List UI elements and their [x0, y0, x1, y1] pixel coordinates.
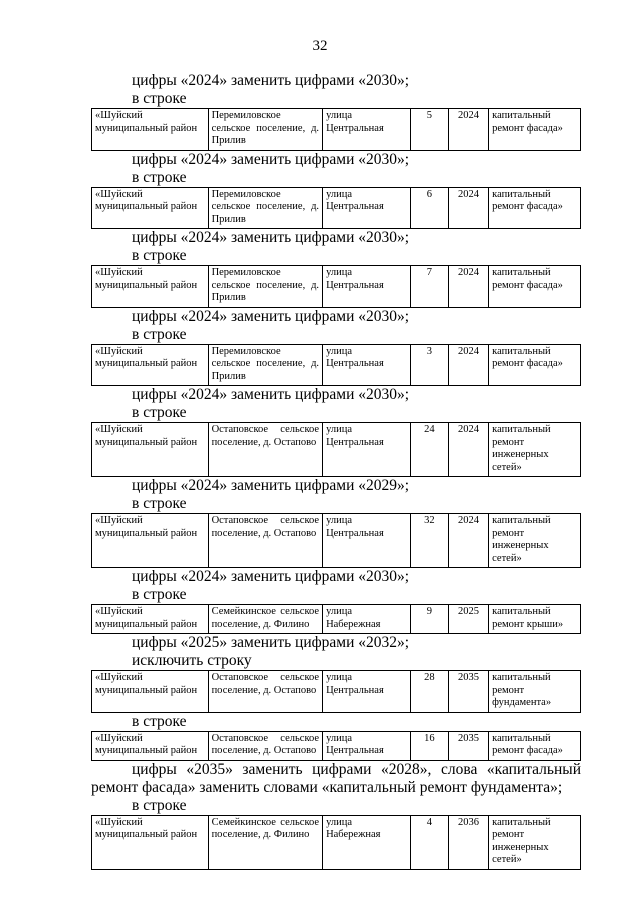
street-cell: улица Центральная [323, 187, 411, 229]
register-row-table [91, 265, 581, 308]
row-label: в строке [132, 404, 187, 421]
amendment-instruction: цифры «2025» заменить цифрами «2032»; [132, 634, 410, 651]
table-row [92, 109, 581, 151]
work-type-cell: капитальный ремонт фасада» [489, 731, 581, 760]
district-cell: «Шуйский муниципальный район [92, 605, 209, 634]
district-cell: «Шуйский муниципальный район [92, 815, 209, 869]
street-cell: улица Центральная [323, 344, 411, 386]
district-cell: «Шуйский муниципальный район [92, 187, 209, 229]
settlement-cell: Остаповское сельское поселение, д. Остапово [208, 731, 323, 760]
settlement-cell: Семейкинское сельское поселение, д. Филино [208, 605, 323, 634]
street-cell: улица Центральная [323, 109, 411, 151]
table-row [92, 344, 581, 386]
work-type-cell: капитальный ремонт фундамента» [489, 671, 581, 713]
amendment-instruction: цифры «2024» заменить цифрами «2030»; [132, 386, 410, 403]
year-cell: 2024 [448, 514, 488, 568]
house-number-cell: 5 [410, 109, 448, 151]
district-cell: «Шуйский муниципальный район [92, 671, 209, 713]
table-row [92, 514, 581, 568]
row-label: в строке [132, 586, 187, 603]
district-cell: «Шуйский муниципальный район [92, 266, 209, 308]
register-row-table [91, 344, 581, 387]
register-row-table [91, 815, 581, 870]
work-type-cell: капитальный ремонт инженерных сетей» [489, 815, 581, 869]
amendment-instruction: цифры «2024» заменить цифрами «2030»; [132, 307, 410, 325]
house-number-cell: 6 [410, 187, 448, 229]
work-type-cell: капитальный ремонт фасада» [489, 344, 581, 386]
year-cell: 2035 [448, 671, 488, 713]
house-number-cell: 28 [410, 671, 448, 713]
house-number-cell: 4 [410, 815, 448, 869]
year-cell: 2024 [448, 266, 488, 308]
register-row-table [91, 187, 581, 230]
table-row [92, 605, 581, 634]
street-cell: улица Центральная [323, 671, 411, 713]
year-cell: 2024 [448, 344, 488, 386]
street-cell: улица Центральная [323, 266, 411, 308]
amendment-instruction: цифры «2024» заменить цифрами «2030»; [132, 229, 410, 246]
register-row-table [91, 604, 581, 634]
work-type-cell: капитальный ремонт инженерных сетей» [489, 514, 581, 568]
row-label: в строке [132, 247, 187, 264]
register-row-table [91, 422, 581, 477]
settlement-cell: Остаповское сельское поселение, д. Остапово [208, 671, 323, 713]
row-label: в строке [132, 325, 187, 343]
row-label: в строке [132, 495, 187, 512]
year-cell: 2036 [448, 815, 488, 869]
street-cell: улица Центральная [323, 514, 411, 568]
table-row [92, 815, 581, 869]
register-row-table [91, 513, 581, 568]
settlement-cell: Остаповское сельское поселение, д. Остапово [208, 423, 323, 477]
street-cell: улица Центральная [323, 731, 411, 760]
year-cell: 2024 [448, 423, 488, 477]
table-row [92, 671, 581, 713]
district-cell: «Шуйский муниципальный район [92, 514, 209, 568]
district-cell: «Шуйский муниципальный район [92, 109, 209, 151]
year-cell: 2035 [448, 731, 488, 760]
year-cell: 2024 [448, 109, 488, 151]
table-row [92, 423, 581, 477]
settlement-cell: Перемиловское сельское поселение, д. Прилив [208, 187, 323, 229]
work-type-cell: капитальный ремонт фасада» [489, 266, 581, 308]
district-cell: «Шуйский муниципальный район [92, 731, 209, 760]
street-cell: улица Центральная [323, 423, 411, 477]
row-label: исключить строку [132, 652, 252, 669]
document-body [91, 72, 581, 870]
work-type-cell: капитальный ремонт крыши» [489, 605, 581, 634]
district-cell: «Шуйский муниципальный район [92, 344, 209, 386]
settlement-cell: Перемиловское сельское поселение, д. Прилив [208, 109, 323, 151]
settlement-cell: Семейкинское сельское поселение, д. Филино [208, 815, 323, 869]
register-row-table [91, 731, 581, 761]
house-number-cell: 3 [410, 344, 448, 386]
district-cell: «Шуйский муниципальный район [92, 423, 209, 477]
work-type-cell: капитальный ремонт фасада» [489, 187, 581, 229]
house-number-cell: 7 [410, 266, 448, 308]
work-type-cell: капитальный ремонт фасада» [489, 109, 581, 151]
street-cell: улица Набережная [323, 815, 411, 869]
settlement-cell: Остаповское сельское поселение, д. Остапово [208, 514, 323, 568]
settlement-cell: Перемиловское сельское поселение, д. Прилив [208, 344, 323, 386]
table-row [92, 731, 581, 760]
page-number: 32 [312, 38, 328, 54]
table-row [92, 187, 581, 229]
street-cell: улица Набережная [323, 605, 411, 634]
amendment-instruction: цифры «2024» заменить цифрами «2030»; [132, 150, 410, 168]
row-label: в строке [132, 796, 187, 814]
work-type-cell: капитальный ремонт инженерных сетей» [489, 423, 581, 477]
house-number-cell: 32 [410, 514, 448, 568]
amendment-instruction: цифры «2024» заменить цифрами «2029»; [132, 477, 410, 494]
house-number-cell: 9 [410, 605, 448, 634]
settlement-cell: Перемиловское сельское поселение, д. Прилив [208, 266, 323, 308]
register-row-table [91, 670, 581, 713]
row-label: в строке [132, 90, 187, 107]
table-row [92, 266, 581, 308]
amendment-instruction: цифры «2024» заменить цифрами «2030»; [132, 568, 410, 585]
year-cell: 2025 [448, 605, 488, 634]
row-label: в строке [132, 168, 187, 186]
house-number-cell: 16 [410, 731, 448, 760]
year-cell: 2024 [448, 187, 488, 229]
amendment-instruction: цифры «2024» заменить цифрами «2030»; [132, 72, 410, 89]
row-label: в строке [132, 712, 187, 730]
register-row-table [91, 108, 581, 151]
house-number-cell: 24 [410, 423, 448, 477]
amendment-instruction: цифры «2035» заменить цифрами «2028», слова «капитальный ремонт фасада» заменить словами «капитальный ремонт фундамента»; [91, 760, 581, 796]
